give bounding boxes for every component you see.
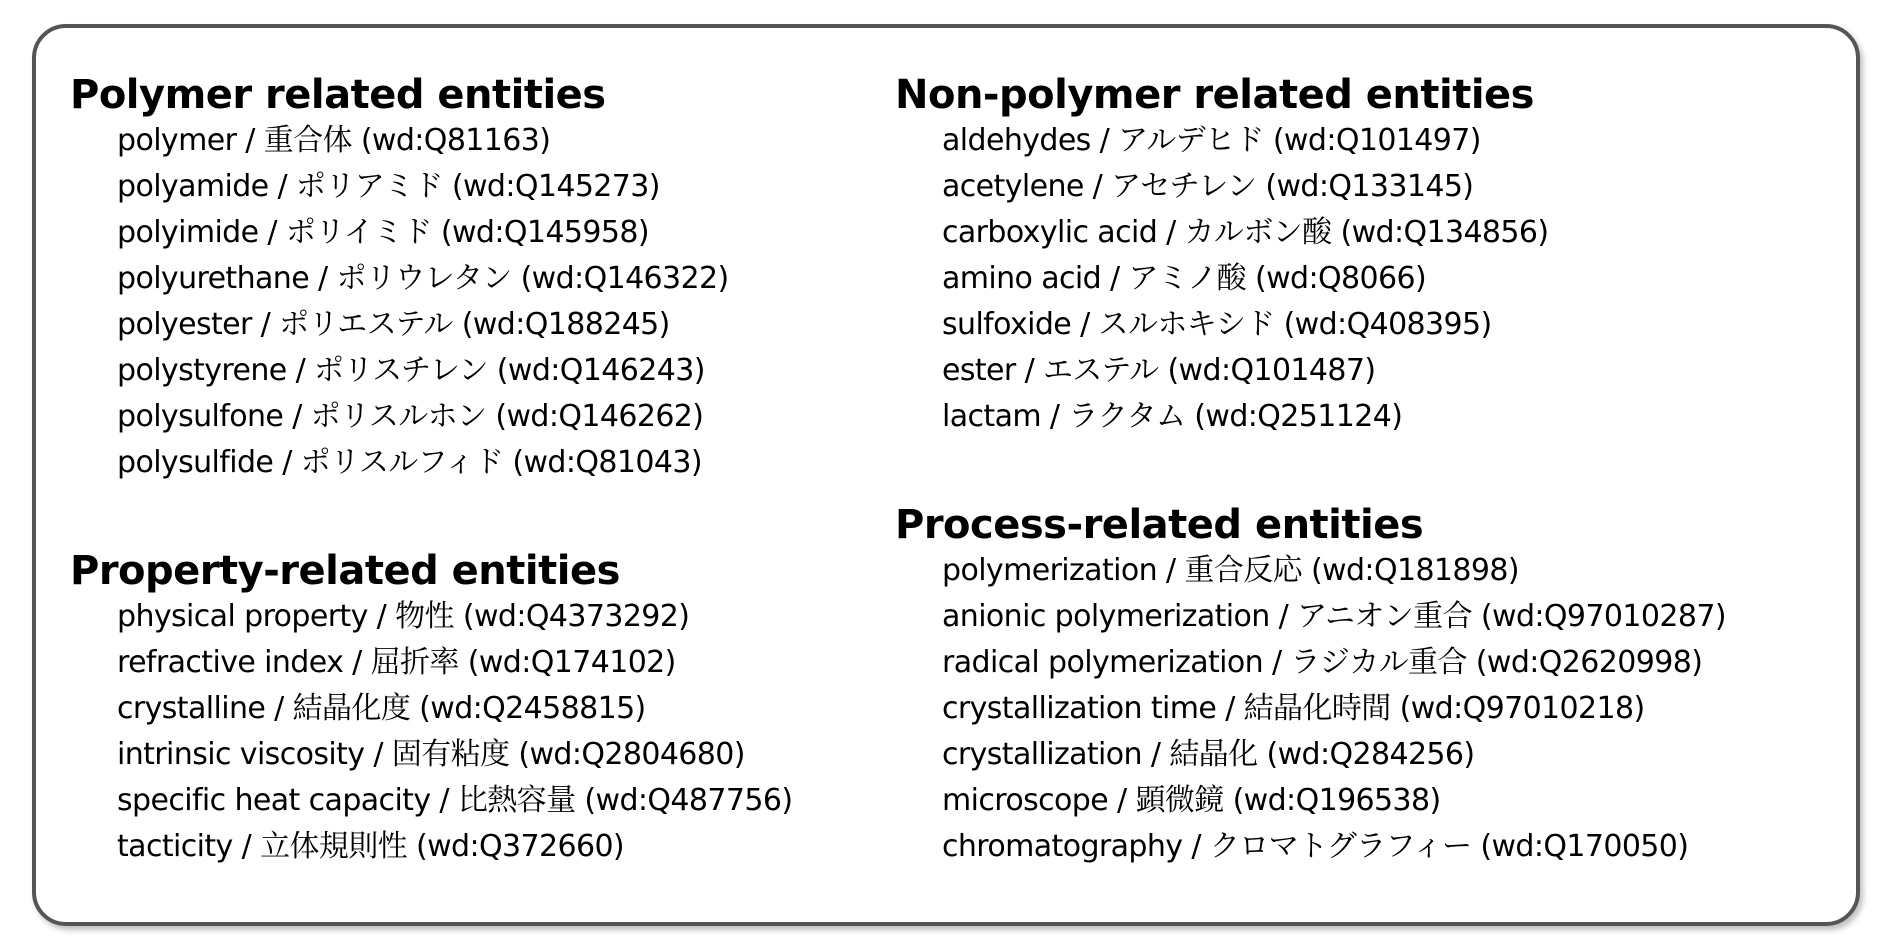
entity-item: polyimide / ポリイミド (wd:Q145958) xyxy=(117,215,649,250)
entity-item: polystyrene / ポリスチレン (wd:Q146243) xyxy=(117,353,705,388)
entity-item: intrinsic viscosity / 固有粘度 (wd:Q2804680) xyxy=(117,737,745,772)
entity-item: polysulfone / ポリスルホン (wd:Q146262) xyxy=(117,399,704,434)
entity-item: tacticity / 立体規則性 (wd:Q372660) xyxy=(117,829,625,864)
entity-list xyxy=(895,118,1549,440)
polymer-entities-section xyxy=(70,72,729,486)
entity-item: polymerization / 重合反応 (wd:Q181898) xyxy=(942,553,1519,588)
entity-item: lactam / ラクタム (wd:Q251124) xyxy=(942,399,1403,434)
entity-item: amino acid / アミノ酸 (wd:Q8066) xyxy=(942,261,1427,296)
section-title: Non-polymer related entities xyxy=(895,72,1534,118)
entity-item: refractive index / 屈折率 (wd:Q174102) xyxy=(117,645,676,680)
entity-item: polymer / 重合体 (wd:Q81163) xyxy=(117,123,551,158)
entity-list xyxy=(70,594,792,870)
section-title: Polymer related entities xyxy=(70,72,606,118)
section-title: Process-related entities xyxy=(895,502,1424,548)
entity-item: crystallization / 結晶化 (wd:Q284256) xyxy=(942,737,1475,772)
entity-list xyxy=(70,118,729,486)
entity-item: polysulfide / ポリスルフィド (wd:Q81043) xyxy=(117,445,702,480)
entity-item: ester / エステル (wd:Q101487) xyxy=(942,353,1376,388)
entity-item: aldehydes / アルデヒド (wd:Q101497) xyxy=(942,123,1481,158)
entity-list xyxy=(895,548,1726,870)
entity-item: microscope / 顕微鏡 (wd:Q196538) xyxy=(942,783,1441,818)
entity-item: polyurethane / ポリウレタン (wd:Q146322) xyxy=(117,261,729,296)
entity-item: sulfoxide / スルホキシド (wd:Q408395) xyxy=(942,307,1492,342)
entity-item: acetylene / アセチレン (wd:Q133145) xyxy=(942,169,1474,204)
entity-item: crystalline / 結晶化度 (wd:Q2458815) xyxy=(117,691,646,726)
property-entities-section xyxy=(70,548,792,870)
entity-item: physical property / 物性 (wd:Q4373292) xyxy=(117,599,690,634)
entity-item: anionic polymerization / アニオン重合 (wd:Q97010287) xyxy=(942,599,1726,634)
process-entities-section xyxy=(895,502,1726,870)
entity-item: chromatography / クロマトグラフィー (wd:Q170050) xyxy=(942,829,1689,864)
entity-item: polyamide / ポリアミド (wd:Q145273) xyxy=(117,169,660,204)
nonpolymer-entities-section xyxy=(895,72,1549,440)
entity-item: crystallization time / 結晶化時間 (wd:Q97010218) xyxy=(942,691,1645,726)
entity-item: polyester / ポリエステル (wd:Q188245) xyxy=(117,307,670,342)
entity-item: radical polymerization / ラジカル重合 (wd:Q2620998) xyxy=(942,645,1703,680)
section-title: Property-related entities xyxy=(70,548,620,594)
entity-item: carboxylic acid / カルボン酸 (wd:Q134856) xyxy=(942,215,1549,250)
entity-item: specific heat capacity / 比熱容量 (wd:Q487756) xyxy=(117,783,793,818)
